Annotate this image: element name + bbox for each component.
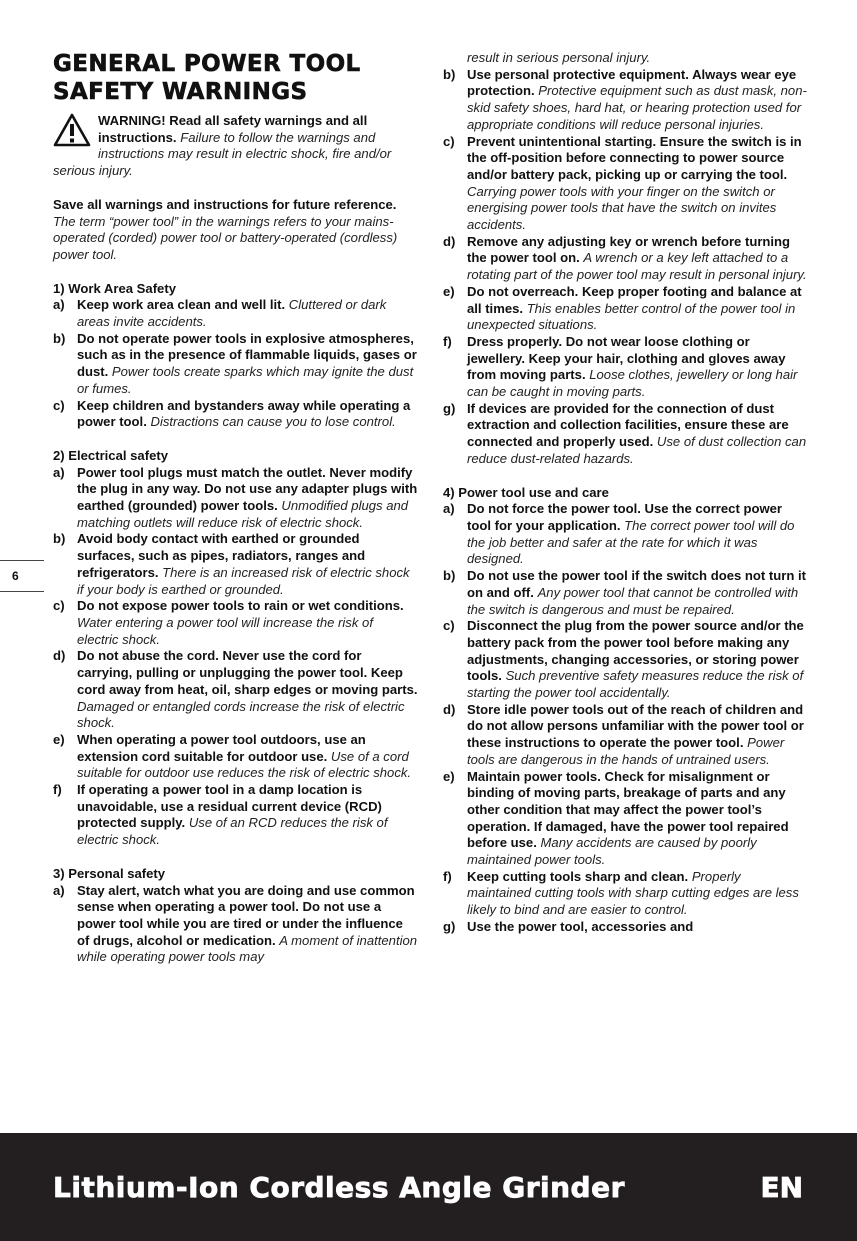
list-item-bold-text: Store idle power tools out of the reach of children and do not allow persons unfamiliar with the power tool or these instructions to operate the power tool. xyxy=(467,701,804,751)
list-item-label: a) xyxy=(53,882,65,898)
list-item-label: b) xyxy=(443,66,456,82)
left-column xyxy=(53,0,418,966)
list-item xyxy=(53,648,418,732)
list-item-bold-text: Do not overreach. Keep proper footing and balance at all times. xyxy=(467,283,802,316)
list-item-text: Use of a cord suitable for outdoor use reduces the risk of electric shock. xyxy=(77,748,412,781)
list-item-text: Use of dust collection can reduce dust-related hazards. xyxy=(467,434,807,466)
list-item-bold-text: Do not force the power tool. Use the correct power tool for your application. xyxy=(467,501,783,533)
list-item-bold-text: Do not abuse the cord. Never use the cord for carrying, pulling or unplugging the power tool. Keep cord away from heat, oil, sharp edges or moving parts. xyxy=(77,648,418,697)
list-item-bold-text: Do not expose power tools to rain or wet conditions. xyxy=(77,598,404,614)
list-item-label: e) xyxy=(53,731,65,747)
list-item-bold-text: Use the power tool, accessories and xyxy=(467,918,694,934)
list-item-text: Any power tool that cannot be controlled with the switch is dangerous and must be repaired. xyxy=(467,584,799,617)
list-item xyxy=(443,501,808,568)
warning-bold-text: WARNING! Read all safety warnings and all instructions. xyxy=(98,113,368,145)
list-item-label: e) xyxy=(443,283,455,299)
list-item-bold-text: Maintain power tools. Check for misalignment or binding of moving parts, breakage of parts and any other condition that may affect the power tool’s operation. If damaged, have the power tool repaired before use. xyxy=(467,768,789,851)
page-title xyxy=(53,50,418,106)
list-item xyxy=(443,401,808,468)
list-item-label: c) xyxy=(53,397,65,413)
list-item-bold-text: Prevent unintentional starting. Ensure the switch is in the off-position before connecting to power source and/or battery pack, picking up or carrying the tool. xyxy=(467,133,802,182)
list-item-text: Distractions can cause you to lose control. xyxy=(150,414,396,430)
list-item xyxy=(53,465,418,532)
section-heading: 1) Work Area Safety xyxy=(53,280,176,296)
list-item xyxy=(443,67,808,134)
page-title-line-2: SAFETY WARNINGS xyxy=(53,79,308,105)
list-item-text: The correct power tool will do the job better and safer at the rate for which it was designed. xyxy=(467,517,795,567)
section-heading: 2) Electrical safety xyxy=(53,447,168,463)
section-heading: 4) Power tool use and care xyxy=(443,484,609,500)
warning-text: Failure to follow the warnings and instructions may result in electric shock, fire and/or serious injury. xyxy=(53,129,392,179)
list-item-label: a) xyxy=(443,501,455,517)
list-item-label: e) xyxy=(443,768,455,784)
list-item-bold-text: Power tool plugs must match the outlet. Never modify the plug in any way. Do not use any adapter plugs with earthed (grounded) power tools. xyxy=(77,464,418,514)
list-item-text: Such preventive safety measures reduce the risk of starting the power tool accidentally. xyxy=(467,668,804,701)
list-item-bold-text: Use personal protective equipment. Always wear eye protection. xyxy=(467,66,797,99)
list-item-label: g) xyxy=(443,400,456,416)
list-item xyxy=(443,769,808,869)
list-item xyxy=(53,531,418,598)
list-item-text: Water entering a power tool will increase the risk of electric shock. xyxy=(77,614,373,647)
list-item xyxy=(53,598,418,648)
list-item-text: Loose clothes, jewellery or long hair can be caught in moving parts. xyxy=(467,367,798,400)
list-item-bold-text: Keep cutting tools sharp and clean. xyxy=(467,868,689,884)
list-item xyxy=(53,297,418,330)
list-item-text: Properly maintained cutting tools with sharp cutting edges are less likely to bind and are easier to control. xyxy=(467,868,799,918)
list-item-bold-text: When operating a power tool outdoors, use an extension cord suitable for outdoor use. xyxy=(77,731,366,764)
list-item xyxy=(53,782,418,849)
list-item-text: Power tools create sparks which may ignite the dust or fumes. xyxy=(77,364,414,396)
list-item-label: f) xyxy=(443,333,452,349)
list-item xyxy=(443,234,808,284)
list-item-label: c) xyxy=(53,598,65,614)
list-item-bold-text: If devices are provided for the connection of dust extraction and collection facilities, ensure these are connected and properly used. xyxy=(467,400,789,450)
left-sections xyxy=(53,264,418,966)
footer-language: EN xyxy=(760,1171,803,1204)
list-item-label: c) xyxy=(443,133,455,149)
section-heading: 3) Personal safety xyxy=(53,865,166,881)
list-item-label: a) xyxy=(53,464,65,480)
list-item-label: a) xyxy=(53,297,65,313)
list-item-text: Use of an RCD reduces the risk of electric shock. xyxy=(77,815,388,848)
list-item-label: f) xyxy=(443,868,452,884)
save-instructions xyxy=(53,197,418,264)
list-item-bold-text: Keep work area clean and well lit. xyxy=(77,297,286,313)
page-number-tab xyxy=(0,560,44,592)
list-item xyxy=(443,134,808,234)
list-item-label: d) xyxy=(443,701,456,717)
continuation-text xyxy=(443,50,808,67)
list-item-bold-text: Stay alert, watch what you are doing and use common sense when operating a power tool. Do not use a power tool while you are tired or under the influence of drugs, alcohol or medication. xyxy=(77,882,415,948)
list-item-bold-text: Keep children and bystanders away while operating a power tool. xyxy=(77,397,411,430)
list-item-label: b) xyxy=(53,330,66,346)
list-item-label: b) xyxy=(53,531,66,547)
list-item-bold-text: Disconnect the plug from the power source and/or the battery pack from the power tool before making any adjustments, changing accessories, or storing power tools. xyxy=(467,618,804,684)
list-item xyxy=(53,331,418,398)
save-text: The term “power tool” in the warnings refers to your mains-operated (corded) power tool or battery-operated (cordless) power tool. xyxy=(53,213,398,262)
list-item xyxy=(53,398,418,431)
list-item-bold-text: Remove any adjusting key or wrench before turning the power tool on. xyxy=(467,233,791,266)
list-item-text: Many accidents are caused by poorly maintained power tools. xyxy=(467,835,757,868)
list-item-text: Protective equipment such as dust mask, non-skid safety shoes, hard hat, or hearing protection used for appropriate conditions will reduce personal injuries. xyxy=(467,83,807,132)
continuation-italic: result in serious personal injury. xyxy=(467,50,651,65)
list-item xyxy=(53,883,418,967)
list-item-text: Cluttered or dark areas invite accidents. xyxy=(77,297,387,330)
list-item xyxy=(443,702,808,769)
right-column xyxy=(443,0,808,936)
list-item-label: g) xyxy=(443,918,456,934)
list-item-label: f) xyxy=(53,782,62,798)
list-item xyxy=(443,919,808,936)
list-item-text: There is an increased risk of electric shock if your body is earthed or grounded. xyxy=(77,564,410,597)
list-item-label: d) xyxy=(53,648,66,664)
list-item-text: Carrying power tools with your finger on the switch or energising power tools that have the switch on invites accidents. xyxy=(467,183,777,233)
list-item-text: Unmodified plugs and matching outlets will reduce risk of electric shock. xyxy=(77,498,409,530)
list-item-bold-text: If operating a power tool in a damp location is unavoidable, use a residual current device (RCD) protected supply. xyxy=(77,782,382,831)
list-item-bold-text: Do not operate power tools in explosive atmospheres, such as in the presence of flammable liquids, gases or dust. xyxy=(77,330,417,380)
page-number: 6 xyxy=(12,569,19,583)
list-item xyxy=(443,869,808,919)
list-item-text: Power tools are dangerous in the hands of untrained users. xyxy=(467,735,785,767)
warning-block xyxy=(53,113,418,180)
list-item-text: Damaged or entangled cords increase the risk of electric shock. xyxy=(77,698,405,731)
footer-bar xyxy=(0,1133,857,1241)
right-sections xyxy=(443,67,808,936)
list-item xyxy=(443,284,808,334)
list-item-label: b) xyxy=(443,568,456,584)
list-item xyxy=(443,618,808,702)
save-bold-text: Save all warnings and instructions for future reference. xyxy=(53,196,397,212)
list-item xyxy=(443,334,808,401)
warning-triangle-icon xyxy=(53,113,91,147)
footer-title: Lithium-Ion Cordless Angle Grinder xyxy=(53,1171,625,1204)
list-item-bold-text: Do not use the power tool if the switch does not turn it on and off. xyxy=(467,568,806,600)
list-item-text: A moment of inattention while operating power tools may xyxy=(77,932,418,965)
list-item xyxy=(443,568,808,618)
list-item-bold-text: Avoid body contact with earthed or grounded surfaces, such as pipes, radiators, ranges and refrigerators. xyxy=(77,531,366,580)
list-item-label: c) xyxy=(443,618,455,634)
list-item-bold-text: Dress properly. Do not wear loose clothing or jewellery. Keep your hair, clothing and gloves away from moving parts. xyxy=(467,333,786,383)
page-title-line-1: GENERAL POWER TOOL xyxy=(53,51,361,77)
list-item-text: This enables better control of the power tool in unexpected situations. xyxy=(467,300,796,333)
list-item-text: A wrench or a key left attached to a rotating part of the power tool may result in personal injury. xyxy=(467,250,807,283)
list-item-label: d) xyxy=(443,233,456,249)
list-item xyxy=(53,732,418,782)
